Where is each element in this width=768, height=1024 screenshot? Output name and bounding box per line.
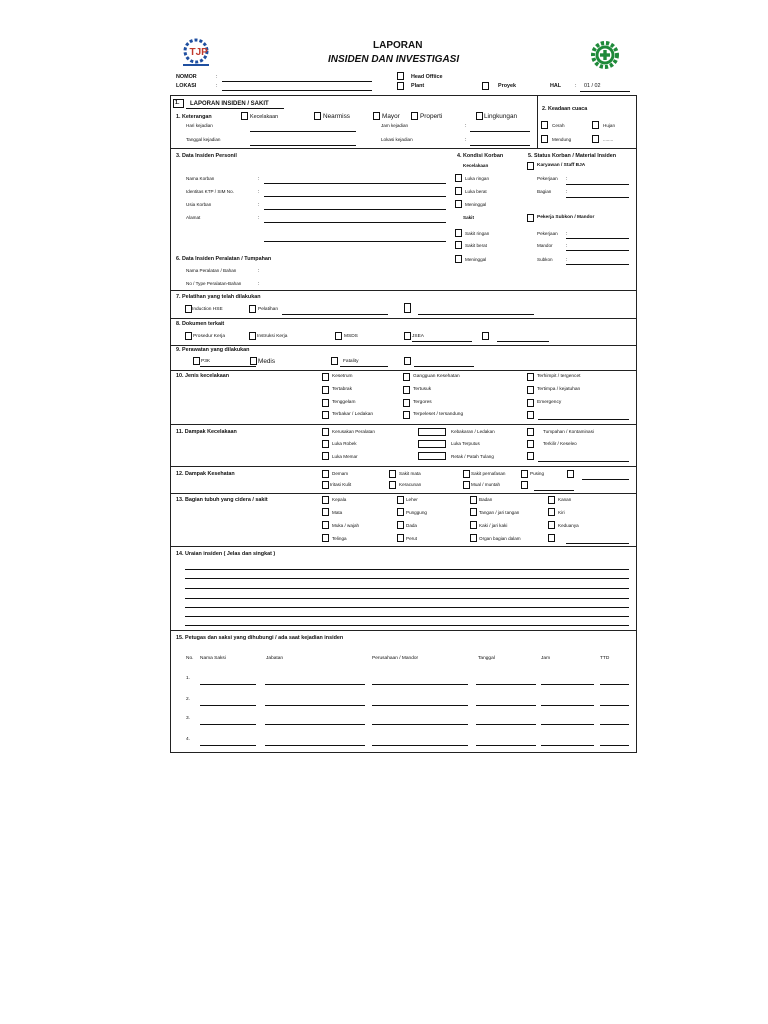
saksi-field[interactable] [541, 705, 594, 706]
alamat-colon: : [258, 215, 260, 221]
nama-peralatan-label: Nama Peralatan / Bahan [186, 268, 237, 273]
section-10-title: 10. Jenis kecelakaan [176, 373, 230, 379]
jam-colon: : [465, 123, 467, 129]
tubuh-label: Leher [406, 497, 418, 502]
tubuh-checkbox[interactable] [548, 508, 555, 516]
tubuh-label: Punggung [406, 510, 427, 515]
prosedur-label: Prosedur Kerja [193, 334, 225, 339]
properti-label: Properti [420, 113, 443, 120]
instruksi-checkbox[interactable] [249, 332, 256, 340]
plant-checkbox[interactable] [397, 82, 404, 90]
alamat-label: Alamat [186, 215, 201, 220]
jenis-label: Tertabrak [332, 387, 352, 392]
msds-checkbox[interactable] [335, 332, 342, 340]
mayor-label: Mayor [382, 113, 400, 120]
col-header-nama: Nama Saksi [200, 656, 226, 661]
hal-label: HAL [550, 83, 562, 89]
jenis-checkbox[interactable] [322, 386, 329, 394]
dampak-other-checkbox[interactable] [527, 452, 534, 460]
lokasi-label: LOKASI [176, 83, 197, 89]
pelatihan-other-field[interactable] [418, 314, 534, 315]
section-9-title: 9. Perawatan yang dilakukan [176, 347, 250, 353]
sakit-ringan-checkbox[interactable] [455, 229, 462, 237]
nomor-label: NOMOR [176, 74, 197, 80]
dampak-checkbox[interactable] [322, 440, 329, 448]
cerah-checkbox[interactable] [541, 121, 548, 129]
sakit-berat-checkbox[interactable] [455, 241, 462, 249]
pelatihan-checkbox[interactable] [249, 305, 256, 313]
jenis-label: Tenggelam [332, 400, 356, 405]
saksi-field[interactable] [200, 724, 256, 725]
hujan-label: Hujan [603, 123, 616, 128]
tubuh-label: Muka / wajah [332, 523, 360, 528]
mandor-label: Mandor [537, 243, 553, 248]
jam-field[interactable] [470, 131, 530, 132]
identitas-colon: : [258, 189, 260, 195]
divider-10 [170, 630, 637, 631]
hal-underline [580, 91, 630, 92]
dampak-label: Kerusakan Peralatan [332, 429, 375, 434]
iritasi-checkbox[interactable] [322, 481, 329, 489]
prosedur-checkbox[interactable] [185, 332, 192, 340]
nama-korban-colon: : [258, 176, 260, 182]
msds-label: MSDS [344, 334, 358, 339]
tubuh-label: Perut [406, 536, 417, 541]
meninggal-sakit-label: Meninggal [465, 257, 487, 262]
mendung-checkbox[interactable] [541, 135, 548, 143]
col-header-jabatan: Jabatan [266, 656, 284, 661]
nama-korban-field[interactable] [264, 183, 446, 184]
mandor-field[interactable] [566, 250, 629, 251]
plant-label: Plant [411, 83, 425, 89]
divider-9 [170, 546, 637, 547]
section-15-title: 15. Petugas dan saksi yang dihubungi / ada saat kejadian insiden [176, 635, 344, 641]
dampak-checkbox[interactable] [418, 428, 446, 436]
nearmiss-label: Nearmiss [323, 113, 350, 120]
saksi-field[interactable] [372, 684, 468, 685]
tubuh-label: Kiri [558, 510, 565, 515]
svg-text:TJP: TJP [189, 47, 208, 58]
luka-berat-label: Luka berat [465, 189, 487, 194]
saksi-field[interactable] [372, 745, 468, 746]
jenis-label: Tertusuk [413, 387, 432, 392]
meninggal-checkbox[interactable] [455, 200, 462, 208]
p3k-field [200, 366, 256, 367]
uraian-line[interactable] [185, 588, 629, 589]
pekerjaan-colon: : [566, 176, 568, 182]
dampak-other-field[interactable] [538, 461, 629, 462]
no-type-colon: : [258, 281, 260, 287]
luka-berat-checkbox[interactable] [455, 187, 462, 195]
dampak-checkbox[interactable] [527, 440, 534, 448]
alamat-field-1[interactable] [264, 222, 446, 223]
tubuh-checkbox[interactable] [322, 496, 329, 504]
bagian-colon: : [566, 189, 568, 195]
tubuh-checkbox[interactable] [397, 508, 404, 516]
jenis-label: Terhimpit / tergencet [537, 374, 581, 379]
keracunan-checkbox[interactable] [389, 481, 396, 489]
saksi-field[interactable] [200, 745, 256, 746]
cerah-label: Cerah [552, 123, 565, 128]
bagian-label: Bagian [537, 189, 552, 194]
tubuh-label: Kanan [558, 497, 572, 502]
cuaca-other-label: ........ [603, 137, 614, 142]
col-header-no: No. [186, 656, 194, 661]
saksi-field[interactable] [476, 684, 536, 685]
nama-korban-label: Nama Korban [186, 176, 215, 181]
medis-label: Medis [258, 358, 276, 365]
keterangan-label: 1. Keterangan [176, 114, 212, 120]
nearmiss-checkbox[interactable] [314, 112, 321, 120]
jenis-other-checkbox[interactable] [527, 411, 534, 419]
jenis-label: Terpeleset / tersandung [413, 412, 464, 417]
saksi-field[interactable] [476, 745, 536, 746]
meninggal-sakit-checkbox[interactable] [455, 255, 462, 263]
subkon-label: Subkon [537, 257, 553, 262]
properti-checkbox[interactable] [411, 112, 418, 120]
kecelakaan-label: Kecelakaan [250, 114, 279, 120]
section-11-title: 11. Dampak Kecelakaan [176, 429, 237, 435]
kondisi-kecelakaan: Kecelakaan [463, 163, 489, 168]
mandor-colon: : [566, 243, 568, 249]
subkon-field[interactable] [566, 264, 629, 265]
tubuh-checkbox[interactable] [397, 496, 404, 504]
section-1-title-underline [186, 108, 284, 109]
uraian-line[interactable] [185, 607, 629, 608]
lingkungan-label: Lingkungan [484, 113, 518, 120]
cuaca-divider [537, 96, 538, 148]
tubuh-checkbox[interactable] [322, 521, 329, 529]
tubuh-label: Badan [479, 497, 493, 502]
saksi-field[interactable] [541, 724, 594, 725]
pusing-label: Pusing [530, 471, 545, 476]
tubuh-label: Dada [406, 523, 417, 528]
jenis-label: Gangguan Kesehatan [413, 374, 460, 379]
pelatihan-label: Pelatihan [258, 307, 279, 312]
kesehatan-other-checkbox-1[interactable] [521, 481, 528, 489]
divider-8 [170, 493, 637, 494]
jenis-checkbox[interactable] [527, 386, 534, 394]
safety-logo [590, 40, 620, 70]
dampak-checkbox[interactable] [527, 428, 534, 436]
meninggal-label: Meninggal [465, 202, 487, 207]
pekerjaan-field[interactable] [566, 184, 629, 185]
pekerjaan-label: Pekerjaan [537, 176, 558, 181]
sakit-mata-label: Sakit mata [399, 471, 421, 476]
col-header-jam: Jam [541, 656, 551, 661]
tubuh-checkbox[interactable] [470, 534, 477, 542]
pekerjaan2-colon: : [566, 231, 568, 237]
dampak-checkbox[interactable] [322, 452, 329, 460]
tubuh-checkbox[interactable] [470, 521, 477, 529]
karyawan-checkbox[interactable] [527, 162, 534, 170]
divider-2 [170, 290, 637, 291]
tubuh-other-field[interactable] [566, 543, 629, 544]
dampak-label: Luka Memar [332, 454, 358, 459]
dampak-label: Terkilir / Keseleo [543, 441, 577, 446]
saksi-field[interactable] [600, 705, 629, 706]
jenis-checkbox[interactable] [527, 373, 534, 381]
col-header-tanggal: Tanggal [478, 656, 495, 661]
nomor-colon: : [216, 74, 218, 80]
status-title: 5. Status Korban / Material Insiden [528, 153, 617, 159]
saksi-field[interactable] [541, 745, 594, 746]
section-7-title: 7. Pelatihan yang telah dilakukan [176, 294, 261, 300]
saksi-field[interactable] [476, 724, 536, 725]
saksi-field[interactable] [372, 705, 468, 706]
saksi-field[interactable] [600, 724, 629, 725]
tubuh-checkbox[interactable] [397, 534, 404, 542]
section-14-title: 14. Uraian insiden ( Jelas dan singkat ) [176, 551, 276, 557]
perawatan-other-checkbox[interactable] [404, 357, 411, 365]
saksi-field[interactable] [265, 705, 365, 706]
tanggal-label: Tanggal kejadian [186, 137, 221, 142]
lokasi-kejadian-colon: : [465, 137, 467, 143]
p3k-label: P3K [201, 359, 211, 364]
jenis-checkbox[interactable] [322, 411, 329, 419]
tubuh-label: Keduanya [558, 523, 579, 528]
proyek-label: Proyek [498, 83, 516, 89]
saksi-field[interactable] [200, 705, 256, 706]
fatality-label: Fatality [343, 359, 359, 364]
divider-1 [170, 148, 637, 149]
divider-5 [170, 370, 637, 371]
saksi-field[interactable] [200, 684, 256, 685]
dampak-label: Tumpahan / Kontaminasi [543, 429, 594, 434]
section-12-title: 12. Dampak Kesehatan [176, 471, 235, 477]
hari-label: Hari kejadian [186, 123, 213, 128]
cuaca-title: 2. Keadaan cuaca [542, 106, 588, 112]
tubuh-checkbox[interactable] [470, 496, 477, 504]
sakit-berat-label: Sakit berat [465, 243, 487, 248]
dampak-checkbox[interactable] [418, 440, 446, 448]
dampak-label: Retak / Patah Tulang [451, 454, 494, 459]
dampak-checkbox[interactable] [322, 428, 329, 436]
uraian-line[interactable] [185, 598, 629, 599]
saksi-row-num: 4. [186, 737, 191, 742]
tubuh-checkbox[interactable] [397, 521, 404, 529]
tubuh-label: Mata [332, 510, 343, 515]
induction-checkbox[interactable] [185, 305, 192, 313]
uraian-line[interactable] [185, 616, 629, 617]
pekerjaan2-label: Pekerjaan [537, 231, 558, 236]
jenis-checkbox[interactable] [403, 411, 410, 419]
pelatihan-field[interactable] [282, 314, 388, 315]
lokasi-kejadian-field[interactable] [470, 145, 530, 146]
uraian-line[interactable] [185, 569, 629, 570]
iritasi-label: Iritasi Kulit [330, 482, 352, 487]
tubuh-label: Organ bagian dalam [479, 536, 521, 541]
tubuh-checkbox[interactable] [470, 508, 477, 516]
subkon-checkbox[interactable] [527, 214, 534, 222]
section-8-title: 8. Dokumen terkait [176, 321, 225, 327]
mayor-checkbox[interactable] [373, 112, 380, 120]
induction-label: Induction HSE [192, 307, 223, 312]
lokasi-field[interactable] [222, 90, 372, 91]
hari-field[interactable] [250, 131, 356, 132]
sakit-mata-checkbox[interactable] [389, 470, 396, 478]
alamat-field-2[interactable] [264, 241, 446, 242]
nomor-field[interactable] [222, 81, 372, 82]
dampak-label: Luka Robek [332, 441, 357, 446]
col-header-ttd: TTD [600, 656, 610, 661]
jsea-field[interactable] [412, 341, 472, 342]
subkon-colon: : [566, 257, 568, 263]
tubuh-checkbox[interactable] [548, 521, 555, 529]
divider-4 [170, 345, 637, 346]
cuaca-other-checkbox[interactable] [592, 135, 599, 143]
head-office-checkbox[interactable] [397, 72, 404, 80]
nama-peralatan-colon: : [258, 268, 260, 274]
kesehatan-other-field-2[interactable] [582, 479, 629, 480]
jenis-label: Kesetrum [332, 374, 353, 379]
title-line-1: LAPORAN [373, 40, 423, 51]
mendung-label: Mendung [552, 137, 572, 142]
perawatan-other-field[interactable] [414, 366, 474, 367]
demam-checkbox[interactable] [322, 470, 329, 478]
tubuh-checkbox[interactable] [548, 496, 555, 504]
saksi-row-num: 3. [186, 716, 191, 721]
saksi-field[interactable] [600, 684, 629, 685]
divider-7 [170, 466, 637, 467]
saksi-field[interactable] [476, 705, 536, 706]
jam-label: Jam kejadian [381, 123, 409, 128]
uraian-line[interactable] [185, 578, 629, 579]
saksi-row-num: 2. [186, 697, 191, 702]
jenis-checkbox[interactable] [403, 373, 410, 381]
pekerjaan2-field[interactable] [566, 238, 629, 239]
head-office-label: Head Offiice [411, 74, 443, 80]
jsea-checkbox[interactable] [404, 332, 411, 340]
hal-value: 01 / 02 [584, 83, 601, 89]
jsea-label: JSEA [412, 334, 424, 339]
tubuh-label: Telinga [332, 536, 347, 541]
section-1-title: LAPORAN INSIDEN / SAKIT [190, 101, 269, 107]
jenis-label: Terbakar / Ledakan [332, 412, 374, 417]
lokasi-colon: : [216, 83, 218, 89]
saksi-field[interactable] [265, 724, 365, 725]
p3k-checkbox[interactable] [193, 357, 200, 365]
identitas-label: Identitas KTP / SIM No. [186, 189, 234, 194]
pusing-checkbox[interactable] [521, 470, 528, 478]
luka-ringan-label: Luka ringan [465, 176, 490, 181]
usia-colon: : [258, 202, 260, 208]
saksi-field[interactable] [372, 724, 468, 725]
mual-label: Mual / muntah [471, 482, 501, 487]
dampak-label: Kebakaran / Ledakan [451, 429, 495, 434]
saksi-field[interactable] [265, 745, 365, 746]
tanggal-field[interactable] [250, 145, 356, 146]
subkon-head-label: Pekerja Subkon / Mandor [537, 215, 595, 220]
col-header-perusahaan: Perusahaan / Mandor [372, 656, 419, 661]
saksi-field[interactable] [541, 684, 594, 685]
kesehatan-other-field-1[interactable] [534, 490, 574, 491]
jenis-checkbox[interactable] [403, 399, 410, 407]
kesehatan-other-checkbox-2[interactable] [567, 470, 574, 478]
demam-label: Demam [332, 471, 349, 476]
pernafasan-label: Sakit pernafasan [471, 471, 506, 476]
luka-ringan-checkbox[interactable] [455, 174, 462, 182]
dampak-checkbox[interactable] [418, 452, 446, 460]
usia-field[interactable] [264, 209, 446, 210]
tubuh-checkbox[interactable] [322, 534, 329, 542]
keracunan-label: Keracunan [399, 482, 422, 487]
jenis-checkbox[interactable] [322, 399, 329, 407]
lingkungan-checkbox[interactable] [476, 112, 483, 120]
kondisi-title: 4. Kondisi Korban [457, 153, 504, 159]
kondisi-sakit: Sakit [463, 215, 474, 220]
divider-3 [170, 318, 637, 319]
mual-checkbox[interactable] [463, 481, 470, 489]
jenis-label: Emergency [537, 400, 562, 405]
divider-6 [170, 424, 637, 425]
jenis-checkbox[interactable] [403, 386, 410, 394]
jenis-label: Tertimpa / kejatuhan [537, 387, 581, 392]
lokasi-kejadian-label: Lokasi kejadian [381, 137, 413, 142]
section-13-title: 13. Bagian tubuh yang cidera / sakit [176, 497, 268, 503]
tubuh-label: Tangan / jari tangan [479, 510, 520, 515]
section-1-num: 1. [175, 100, 180, 106]
sakit-ringan-label: Sakit ringan [465, 231, 490, 236]
tubuh-label: Kepala [332, 497, 347, 502]
section-6-title: 6. Data Insiden Peralatan / Tumpahan [176, 256, 272, 262]
instruksi-label: Instruksi Kerja [257, 334, 288, 339]
fatality-field [340, 366, 388, 367]
pernafasan-checkbox[interactable] [463, 470, 470, 478]
fatality-checkbox[interactable] [331, 357, 338, 365]
karyawan-label: Karyawan / Staff BJA [537, 163, 586, 168]
section-3-title: 3. Data Insiden Personil [176, 153, 237, 159]
title-line-2: INSIDEN DAN INVESTIGASI [328, 54, 460, 65]
company-logo [175, 38, 217, 68]
dampak-label: Luka Terputus [451, 441, 480, 446]
medis-checkbox[interactable] [250, 357, 257, 365]
usia-label: Usia Korban [186, 202, 212, 207]
dokumen-other-checkbox[interactable] [482, 332, 489, 340]
identitas-field[interactable] [264, 196, 446, 197]
jenis-other-field[interactable] [538, 419, 629, 420]
dokumen-other-field[interactable] [497, 341, 549, 342]
tubuh-label: Kaki / jari kaki [479, 523, 508, 528]
tubuh-checkbox[interactable] [322, 508, 329, 516]
no-type-label: No / Type Peralatan-Bahan [186, 281, 242, 286]
proyek-checkbox[interactable] [482, 82, 489, 90]
jenis-label: Tergores [413, 400, 432, 405]
hal-colon: : [575, 83, 577, 89]
saksi-field[interactable] [265, 684, 365, 685]
pelatihan-other-checkbox[interactable] [404, 303, 411, 313]
kecelakaan-checkbox[interactable] [241, 112, 248, 120]
saksi-field[interactable] [600, 745, 629, 746]
jenis-checkbox[interactable] [322, 373, 329, 381]
jenis-checkbox[interactable] [527, 399, 534, 407]
bagian-field[interactable] [566, 197, 629, 198]
saksi-row-num: 1. [186, 676, 191, 681]
uraian-line[interactable] [185, 625, 629, 626]
hujan-checkbox[interactable] [592, 121, 599, 129]
tubuh-other-checkbox[interactable] [548, 534, 555, 542]
